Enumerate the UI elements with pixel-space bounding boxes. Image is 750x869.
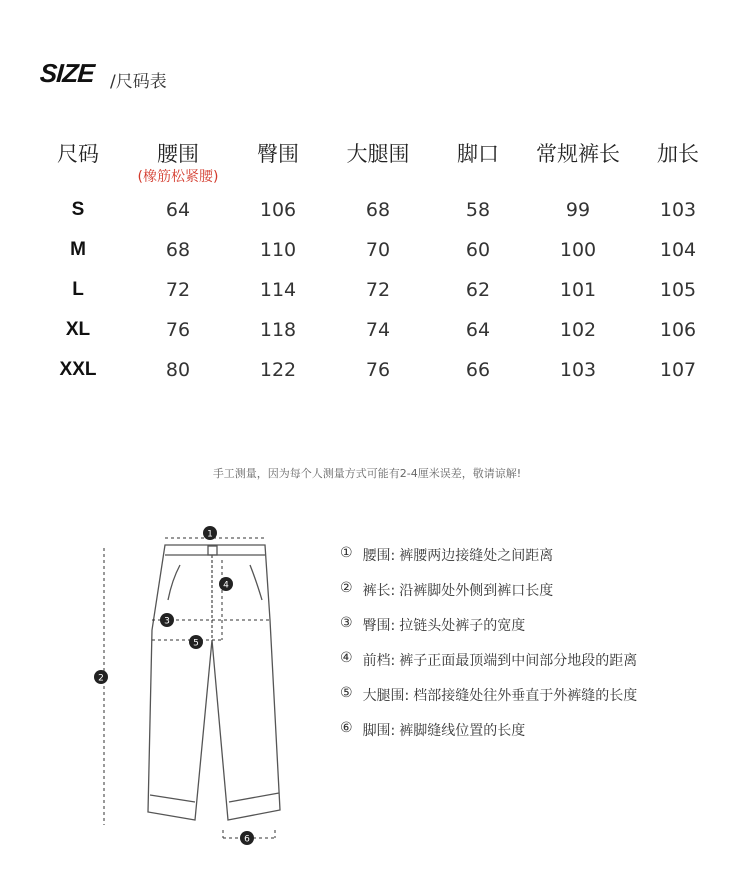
col-hem: 脚口 (457, 142, 499, 166)
legend-desc: 裤脚缝线位置的长度 (399, 723, 526, 739)
table-cell: 100 (559, 239, 597, 261)
legend-item (340, 545, 740, 580)
svg-text:3: 3 (164, 616, 170, 627)
table-cell: 107 (659, 359, 697, 381)
table-cell: 103 (659, 199, 697, 221)
col-hip: 臀围 (257, 142, 299, 166)
legend-term: 脚围: (362, 723, 396, 739)
table-row (28, 230, 728, 270)
table-cell: 76 (165, 319, 191, 341)
col-long-length: 加长 (657, 142, 699, 166)
table-cell: 68 (365, 199, 391, 221)
size-cell: XL (65, 319, 91, 340)
marker-2 (94, 670, 108, 684)
col-size: 尺码 (57, 142, 99, 166)
table-cell: 80 (165, 359, 191, 381)
legend-item (340, 685, 740, 720)
legend-number: ⑥ (340, 720, 353, 736)
svg-text:5: 5 (193, 638, 199, 649)
table-cell: 74 (365, 319, 391, 341)
table-cell: 101 (559, 279, 597, 301)
marker-5 (189, 635, 203, 649)
table-cell: 104 (659, 239, 697, 261)
legend-desc: 沿裤脚处外侧到裤口长度 (399, 583, 554, 599)
table-cell: 66 (465, 359, 491, 381)
measurement-legend (340, 545, 740, 755)
table-cell: 64 (465, 319, 491, 341)
table-cell: 70 (365, 239, 391, 261)
table-cell: 72 (365, 279, 391, 301)
table-row (28, 350, 728, 390)
table-cell: 64 (165, 199, 191, 221)
size-cell: M (70, 239, 86, 260)
legend-desc: 裤腰两边接缝处之间距离 (399, 548, 554, 564)
marker-4 (219, 577, 233, 591)
legend-number: ② (340, 580, 353, 596)
size-cell: XXL (59, 359, 97, 380)
table-row (28, 310, 728, 350)
size-cell: S (71, 199, 85, 220)
table-cell: 106 (259, 199, 297, 221)
table-row (28, 270, 728, 310)
svg-text:1: 1 (207, 529, 213, 540)
table-cell: 58 (465, 199, 491, 221)
page-title: SIZE (38, 58, 95, 88)
legend-term: 臀围: (362, 618, 396, 634)
legend-item (340, 720, 740, 755)
svg-text:2: 2 (98, 673, 104, 684)
table-header-row (28, 138, 728, 190)
measurement-notice: 手工测量，因为每个人测量方式可能有2-4厘米误差，敬请谅解! (212, 467, 522, 480)
legend-number: ⑤ (340, 685, 353, 701)
marker-6 (240, 831, 254, 845)
legend-number: ① (340, 545, 353, 561)
table-cell: 62 (465, 279, 491, 301)
legend-desc: 拉链头处裤子的宽度 (399, 618, 526, 634)
svg-text:6: 6 (244, 834, 250, 845)
table-cell: 99 (565, 199, 591, 221)
marker-1 (203, 526, 217, 540)
table-cell: 110 (259, 239, 297, 261)
pants-outline (148, 545, 280, 820)
col-thigh: 大腿围 (346, 142, 410, 166)
legend-item (340, 650, 740, 685)
table-cell: 118 (259, 319, 297, 341)
table-cell: 105 (659, 279, 697, 301)
table-cell: 102 (559, 319, 597, 341)
legend-number: ③ (340, 615, 353, 631)
measurement-lines (104, 538, 275, 838)
legend-desc: 裤子正面最顶端到中间部分地段的距离 (399, 653, 638, 669)
page-subtitle: /尺码表 (110, 72, 167, 92)
pants-diagram (90, 520, 290, 850)
legend-term: 裤长: (362, 583, 396, 599)
table-cell: 76 (365, 359, 391, 381)
table-row (28, 190, 728, 230)
marker-3 (160, 613, 174, 627)
legend-desc: 档部接缝处往外垂直于外裤缝的长度 (413, 688, 638, 704)
svg-text:4: 4 (223, 580, 229, 591)
table-cell: 114 (259, 279, 297, 301)
legend-number: ④ (340, 650, 353, 666)
legend-term: 腰围: (362, 548, 396, 564)
table-cell: 72 (165, 279, 191, 301)
col-waist: 腰围 (橡筋松紧腰) (128, 138, 228, 190)
table-cell: 103 (559, 359, 597, 381)
size-table (28, 138, 728, 390)
table-cell: 122 (259, 359, 297, 381)
col-regular-length: 常规裤长 (536, 142, 620, 166)
legend-term: 大腿围: (362, 688, 410, 704)
table-cell: 68 (165, 239, 191, 261)
legend-term: 前档: (362, 653, 396, 669)
size-cell: L (72, 279, 84, 300)
waist-note: (橡筋松紧腰) (137, 169, 219, 185)
table-cell: 60 (465, 239, 491, 261)
legend-item (340, 615, 740, 650)
table-cell: 106 (659, 319, 697, 341)
legend-item (340, 580, 740, 615)
